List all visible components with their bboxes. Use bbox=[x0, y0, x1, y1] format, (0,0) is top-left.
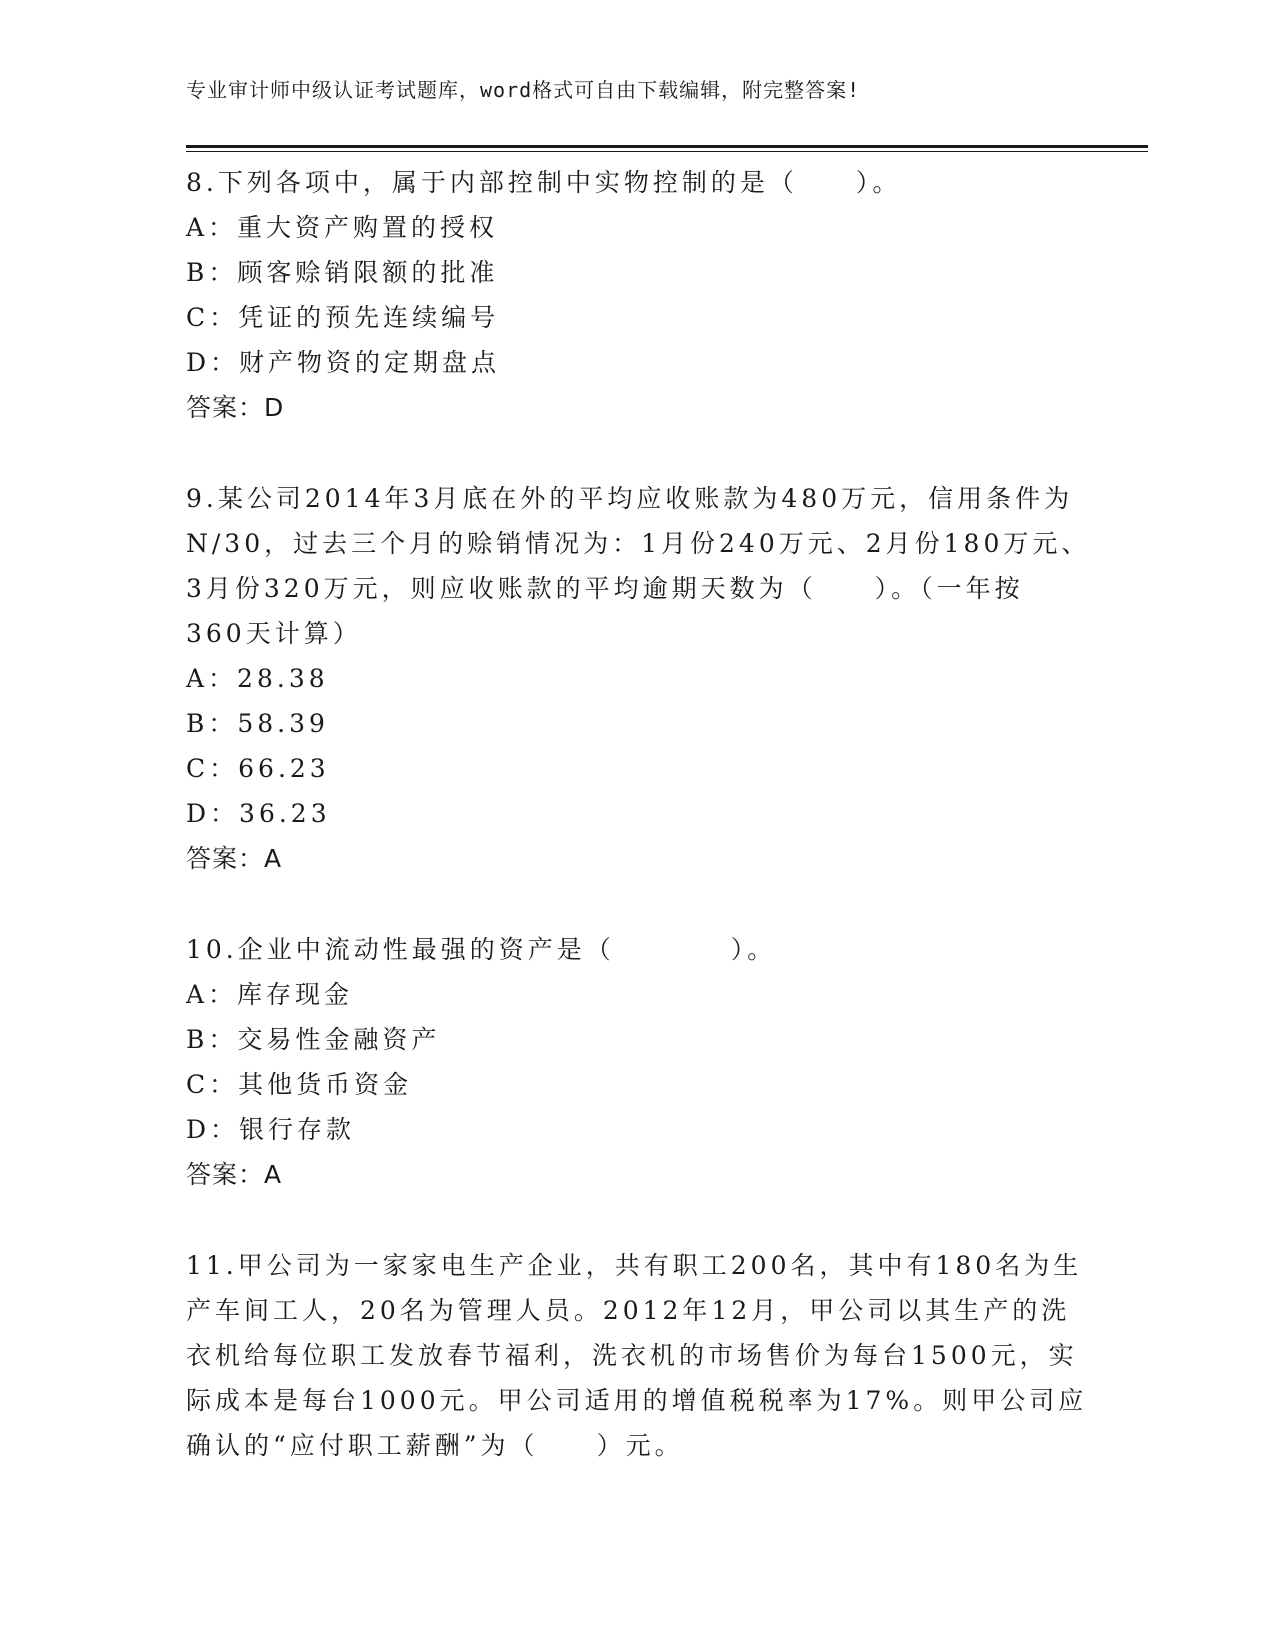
option-b: B：顾客赊销限额的批准 bbox=[186, 258, 499, 287]
question-list bbox=[186, 160, 1091, 1514]
option-d: D：银行存款 bbox=[186, 1115, 356, 1144]
option-a: A：库存现金 bbox=[186, 980, 354, 1009]
option-d: D：36.23 bbox=[186, 799, 331, 828]
question-stem bbox=[186, 160, 1086, 205]
answer: 答案：A bbox=[186, 1160, 283, 1189]
stem-line: 10.企业中流动性最强的资产是（ ）。 bbox=[186, 935, 777, 964]
stem-line: 际成本是每台1000元。甲公司适用的增值税税率为17%。则甲公司应 bbox=[186, 1386, 1088, 1415]
answer: 答案：A bbox=[186, 844, 283, 873]
option-a: A：重大资产购置的授权 bbox=[186, 213, 499, 242]
question-11 bbox=[186, 1243, 1086, 1468]
question-stem bbox=[186, 927, 1086, 972]
question-9 bbox=[186, 476, 1091, 881]
header-rule-thin bbox=[186, 151, 1148, 152]
option-c: C：凭证的预先连续编号 bbox=[186, 303, 500, 332]
stem-line: 衣机给每位职工发放春节福利，洗衣机的市场售价为每台1500元，实 bbox=[186, 1341, 1078, 1370]
page-header: 专业审计师中级认证考试题库，word格式可自由下载编辑，附完整答案! bbox=[186, 78, 861, 102]
question-8 bbox=[186, 160, 1086, 430]
stem-line: 确认的“应付职工薪酬”为（ ）元。 bbox=[186, 1431, 684, 1460]
stem-line: 产车间工人，20名为管理人员。2012年12月，甲公司以其生产的洗 bbox=[186, 1296, 1071, 1325]
option-d: D：财产物资的定期盘点 bbox=[186, 348, 501, 377]
stem-line: 8.下列各项中，属于内部控制中实物控制的是（ ）。 bbox=[186, 168, 902, 197]
option-b: B：交易性金融资产 bbox=[186, 1025, 441, 1054]
stem-line: 360天计算） bbox=[186, 619, 362, 648]
header-rule-thick bbox=[186, 145, 1148, 148]
option-a: A：28.38 bbox=[186, 664, 329, 693]
question-stem bbox=[186, 1243, 1086, 1468]
stem-line: 9.某公司2014年3月底在外的平均应收账款为480万元，信用条件为 bbox=[186, 484, 1074, 513]
question-stem bbox=[186, 476, 1091, 656]
stem-line: 3月份320万元，则应收账款的平均逾期天数为（ ）。（一年按 bbox=[186, 574, 1024, 603]
question-10 bbox=[186, 927, 1086, 1197]
stem-line: 11.甲公司为一家家电生产企业，共有职工200名，其中有180名为生 bbox=[186, 1251, 1083, 1280]
option-c: C：其他货币资金 bbox=[186, 1070, 413, 1099]
stem-line: N/30，过去三个月的赊销情况为：1月份240万元、2月份180万元、 bbox=[186, 529, 1091, 558]
option-b: B：58.39 bbox=[186, 709, 329, 738]
answer: 答案：D bbox=[186, 393, 285, 422]
option-c: C：66.23 bbox=[186, 754, 330, 783]
